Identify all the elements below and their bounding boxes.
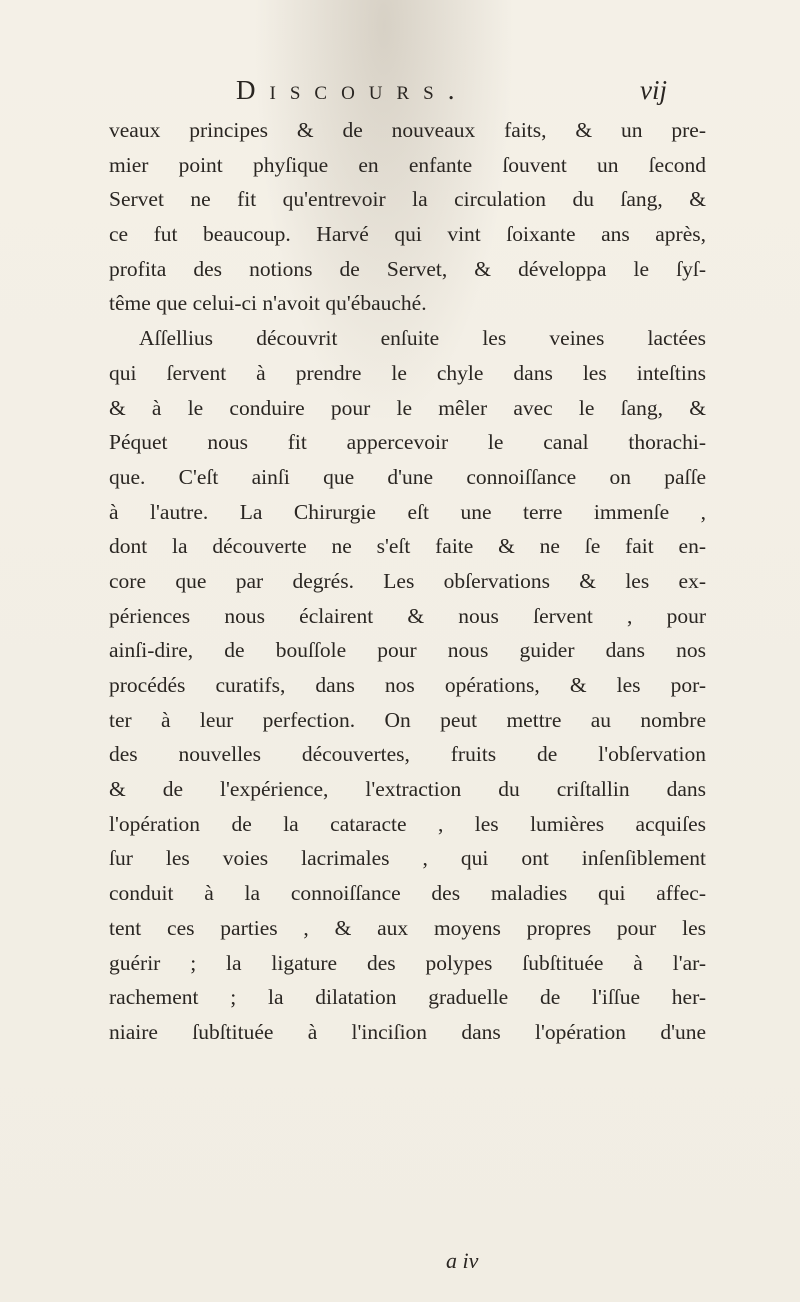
text-line-3: Servet ne fit qu'entrevoir la circulation du ſang, & bbox=[109, 187, 706, 212]
running-title: Discours. bbox=[236, 75, 469, 105]
text-line-1: veaux principes & de nouveaux faits, & un pre- bbox=[109, 118, 706, 142]
page-number: vij bbox=[640, 75, 667, 105]
text-line-16: ainſi-dire, de bouſſole pour nous guider dans nos bbox=[109, 638, 706, 663]
text-line-8: qui ſervent à prendre le chyle dans les inteſtins bbox=[109, 360, 706, 385]
text-line-26: rachement ; la dilatation graduelle de l'iſſue her- bbox=[109, 985, 706, 1010]
text-line-9: & à le conduire pour le mêler avec le ſang, & bbox=[109, 395, 706, 420]
text-line-22: ſur les voies lacrimales , qui ont inſenſiblement bbox=[109, 846, 706, 871]
text-line-21: l'opération de la cataracte , les lumières acquiſes bbox=[109, 811, 706, 836]
text-line-19: des nouvelles découvertes, fruits de l'obſervation bbox=[109, 742, 706, 767]
text-line-20: & de l'expérience, l'extraction du criſtallin dans bbox=[109, 777, 706, 802]
text-line-7: Aſſellius découvrit enſuite les veines lactées bbox=[139, 326, 706, 351]
text-line-5: profita des notions de Servet, & développa le ſyſ- bbox=[109, 256, 706, 281]
text-line-10: Péquet nous fit appercevoir le canal thorachi- bbox=[109, 430, 706, 455]
text-line-15: périences nous éclairent & nous ſervent , pour bbox=[109, 603, 706, 628]
text-line-18: ter à leur perfection. On peut mettre au nombre bbox=[109, 707, 706, 732]
body-text bbox=[109, 113, 706, 1050]
signature-mark: a iv bbox=[446, 1248, 479, 1273]
text-line-6: tême que celui-ci n'avoit qu'ébauché. bbox=[109, 291, 427, 316]
text-line-24: tent ces parties , & aux moyens propres pour les bbox=[109, 915, 706, 940]
text-line-23: conduit à la connoiſſance des maladies qui affec- bbox=[109, 881, 706, 906]
text-line-17: procédés curatifs, dans nos opérations, & les por- bbox=[109, 673, 706, 697]
text-line-11: que. C'eſt ainſi que d'une connoiſſance on paſſe bbox=[109, 464, 706, 489]
text-line-27: niaire ſubſtituée à l'inciſion dans l'opération d'une bbox=[109, 1019, 706, 1044]
text-line-4: ce fut beaucoup. Harvé qui vint ſoixante ans après, bbox=[109, 222, 706, 247]
text-line-14: core que par degrés. Les obſervations & les ex- bbox=[109, 568, 706, 593]
text-line-12: à l'autre. La Chirurgie eſt une terre immenſe , bbox=[109, 499, 706, 524]
running-head bbox=[236, 70, 676, 110]
text-line-25: guérir ; la ligature des polypes ſubſtituée à l'ar- bbox=[109, 950, 706, 975]
text-line-2: mier point phyſique en enfante ſouvent un ſecond bbox=[109, 152, 706, 177]
text-line-13: dont la découverte ne s'eſt faite & ne ſe fait en- bbox=[109, 534, 706, 559]
